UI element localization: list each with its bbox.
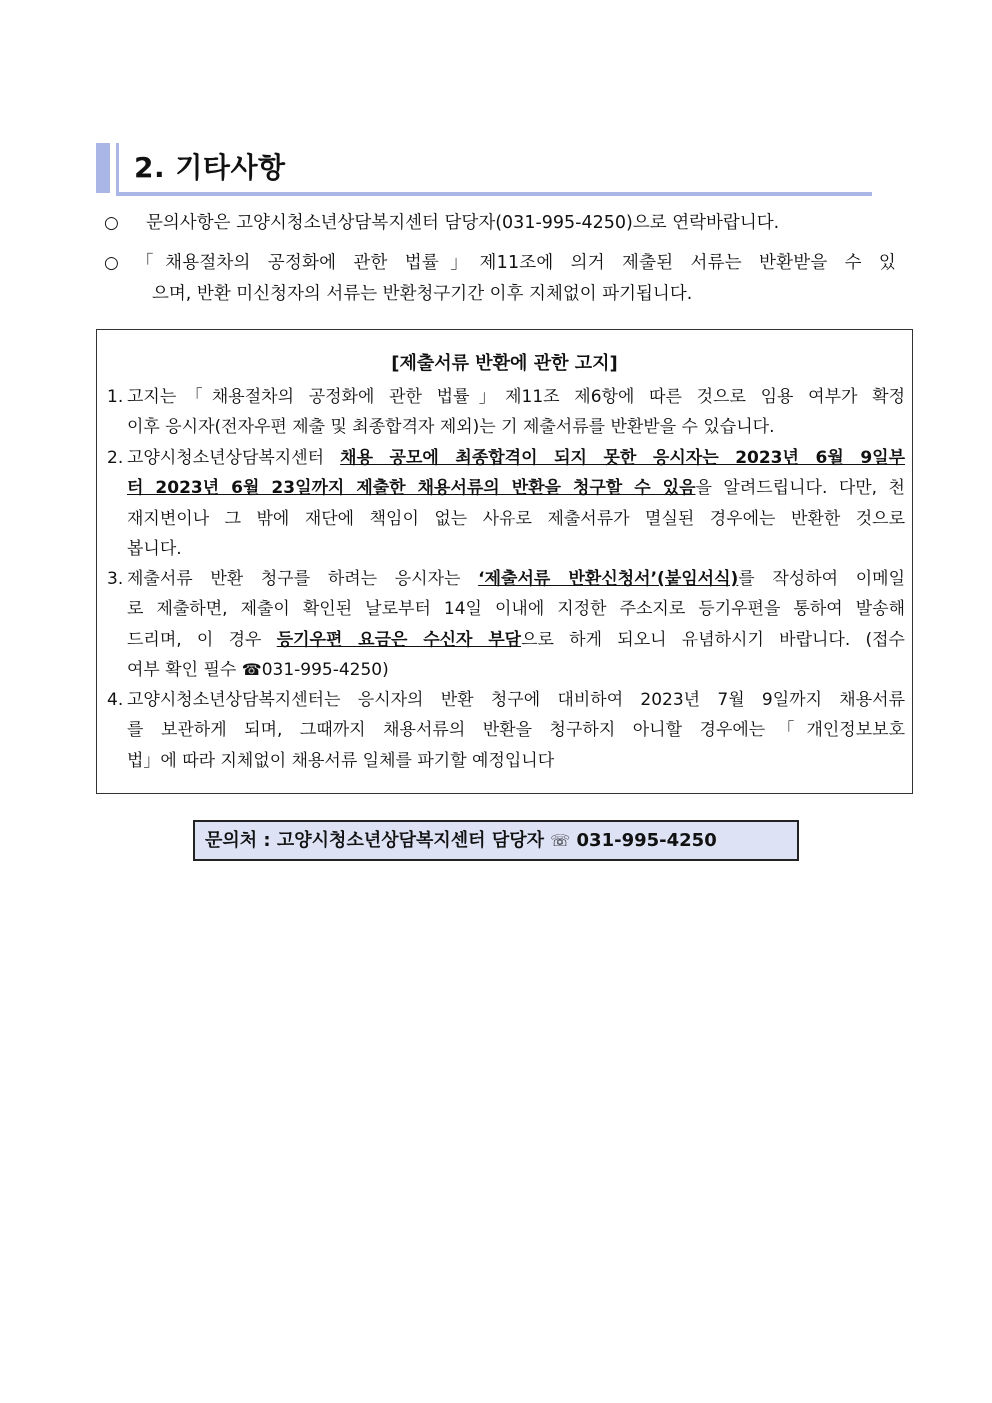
item-line: 이후 응시자(전자우편 제출 및 최종합격자 제외)는 기 제출서류를 반환받을 수 있습니다.: [127, 417, 775, 438]
item-line: [127, 443, 905, 473]
item-line: 재지변이나 그 밖에 재단에 책임이 없는 사유로 제출서류가 멸실된 경우에는 반환한 것으로: [127, 508, 905, 529]
item-text: 을 알려드립니다. 다만, 천: [695, 478, 905, 499]
item-line: 고지는「채용절차의 공정화에 관한 법률」제11조 제6항에 따른 것으로 임용 여부가 확정: [127, 387, 905, 407]
item-line: [127, 473, 905, 503]
contact-text: [205, 822, 717, 859]
item-text: 제출서류 반환 청구를 하려는 응시자는: [127, 569, 479, 589]
phone-icon: ☏: [550, 831, 571, 850]
section-heading: [96, 143, 872, 195]
item-line: [127, 564, 905, 594]
phone-icon: ☎: [241, 659, 262, 679]
item-text: 으로 하게 되오니 유념하시기 바랍니다. (접수: [521, 629, 905, 650]
notice-item-1: [107, 382, 905, 443]
section-title: 2. 기타사항: [134, 151, 286, 184]
item-line: [127, 655, 905, 685]
item-text: 고양시청소년상담복지센터: [127, 448, 341, 468]
bullet-text: 문의사항은 고양시청소년상담복지센터 담당자(031-995-4250)으로 연락바랍니다.: [146, 213, 780, 233]
item-line: 봅니다.: [127, 538, 182, 559]
item-number: 3.: [107, 569, 124, 589]
item-emphasis: ‘제출서류 반환신청서’(붙임서식): [478, 569, 739, 589]
circle-bullet-icon: ○: [104, 253, 119, 273]
bullet-text-line1: 「채용절차의 공정화에 관한 법률」제11조에 의거 제출된 서류는 반환받을 수 있: [136, 253, 896, 273]
item-number: 4.: [107, 690, 124, 710]
item-emphasis: 터 2023년 6월 23일까지 제출한 채용서류의 반환을 청구할 수 있음: [127, 478, 696, 499]
contact-label: 문의처 : 고양시청소년상담복지센터 담당자: [205, 830, 551, 851]
item-line: [127, 625, 905, 655]
item-text: 031-995-4250): [261, 659, 389, 680]
notice-item-2: [107, 443, 905, 564]
item-text: 를 작성하여 이메일: [738, 569, 906, 589]
item-text: 여부 확인 필수: [127, 659, 242, 680]
heading-accent-bar: [96, 143, 110, 193]
item-line: 로 제출하면, 제출이 확인된 날로부터 14일 이내에 지정한 주소지로 등기우편을 통하여 발송해: [127, 599, 905, 620]
contact-box: [193, 820, 799, 861]
circle-bullet-icon: ○: [104, 213, 119, 233]
bullet-text-line2: 으며, 반환 미신청자의 서류는 반환청구기간 이후 지체없이 파기됩니다.: [152, 284, 693, 304]
notice-item-4: [107, 685, 905, 776]
notice-title: [제출서류 반환에 관한 고지]: [391, 353, 618, 374]
item-line: 법」에 따라 지체없이 채용서류 일체를 파기할 예정입니다: [127, 750, 555, 771]
item-emphasis: 등기우편 요금은 수신자 부담: [276, 629, 522, 650]
item-text: 드리며, 이 경우: [127, 629, 277, 650]
item-number: 2.: [107, 448, 124, 468]
heading-underline: [116, 192, 872, 196]
item-line: 를 보관하게 되며, 그때까지 채용서류의 반환을 청구하지 아니할 경우에는「개인정보보호: [127, 720, 905, 741]
item-number: 1.: [107, 387, 124, 407]
item-emphasis: 채용 공모에 최종합격이 되지 못한 응시자는 2023년 6월 9일부: [340, 448, 906, 468]
heading-accent-line: [116, 143, 119, 193]
notice-box: [96, 329, 913, 794]
item-line: 고양시청소년상담복지센터는 응시자의 반환 청구에 대비하여 2023년 7월 9일까지 채용서류: [127, 690, 905, 710]
contact-phone: 031-995-4250: [570, 830, 717, 851]
notice-item-3: [107, 564, 905, 685]
